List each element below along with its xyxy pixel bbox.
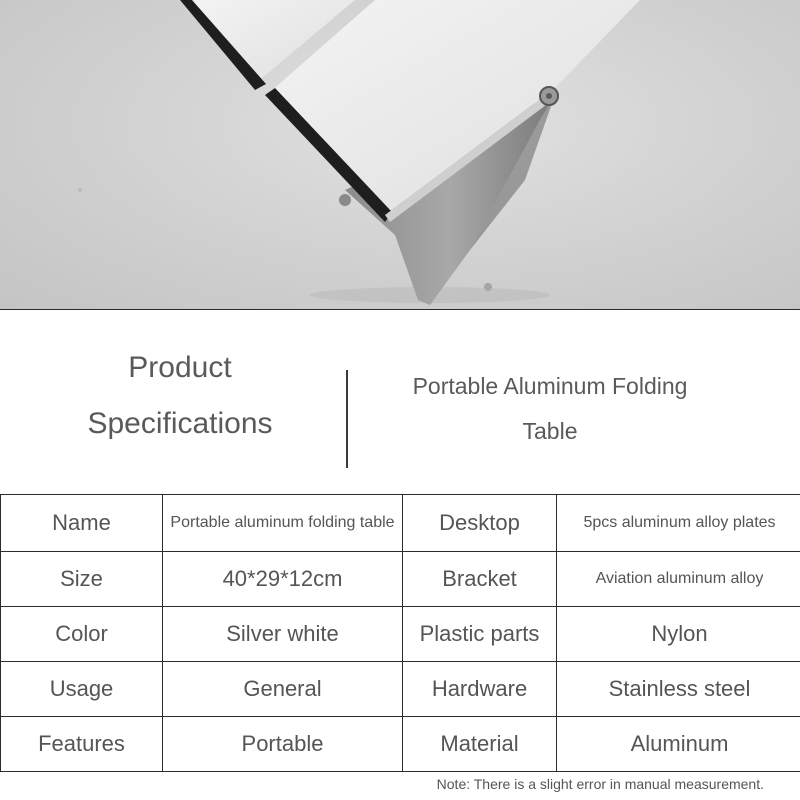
spec-label: Material [403, 717, 557, 772]
photo-bottom-rule [0, 309, 800, 310]
spec-value: General [163, 662, 403, 717]
product-name-heading [380, 364, 720, 454]
spec-value: Silver white [163, 607, 403, 662]
spec-label: Usage [1, 662, 163, 717]
spec-label: Bracket [403, 552, 557, 607]
heading-line-1: Product [128, 351, 232, 384]
table-row [1, 662, 800, 717]
spec-label: Name [1, 495, 163, 552]
spec-label: Desktop [403, 495, 557, 552]
spec-label: Plastic parts [403, 607, 557, 662]
spec-label: Features [1, 717, 163, 772]
table-row [1, 717, 800, 772]
folding-table-illustration [0, 0, 800, 310]
product-name-line-1: Portable Aluminum Folding [412, 373, 688, 399]
spec-value: Portable aluminum folding table [163, 495, 403, 552]
product-name-line-2: Table [522, 418, 578, 444]
spec-value: Aviation aluminum alloy [557, 552, 800, 607]
measurement-note: Note: There is a slight error in manual measurement. [436, 776, 764, 792]
table-row [1, 552, 800, 607]
spec-value: 40*29*12cm [163, 552, 403, 607]
product-specifications-heading [40, 340, 320, 452]
spec-value: Nylon [557, 607, 800, 662]
spec-value: Stainless steel [557, 662, 800, 717]
spec-label: Hardware [403, 662, 557, 717]
header-divider [346, 370, 348, 468]
product-photo [0, 0, 800, 310]
heading-line-2: Specifications [87, 407, 273, 440]
spec-table [0, 494, 800, 772]
spec-label: Color [1, 607, 163, 662]
spec-value: 5pcs aluminum alloy plates [557, 495, 800, 552]
table-row [1, 495, 800, 552]
spec-value: Aluminum [557, 717, 800, 772]
spec-value: Portable [163, 717, 403, 772]
spec-label: Size [1, 552, 163, 607]
table-row [1, 607, 800, 662]
